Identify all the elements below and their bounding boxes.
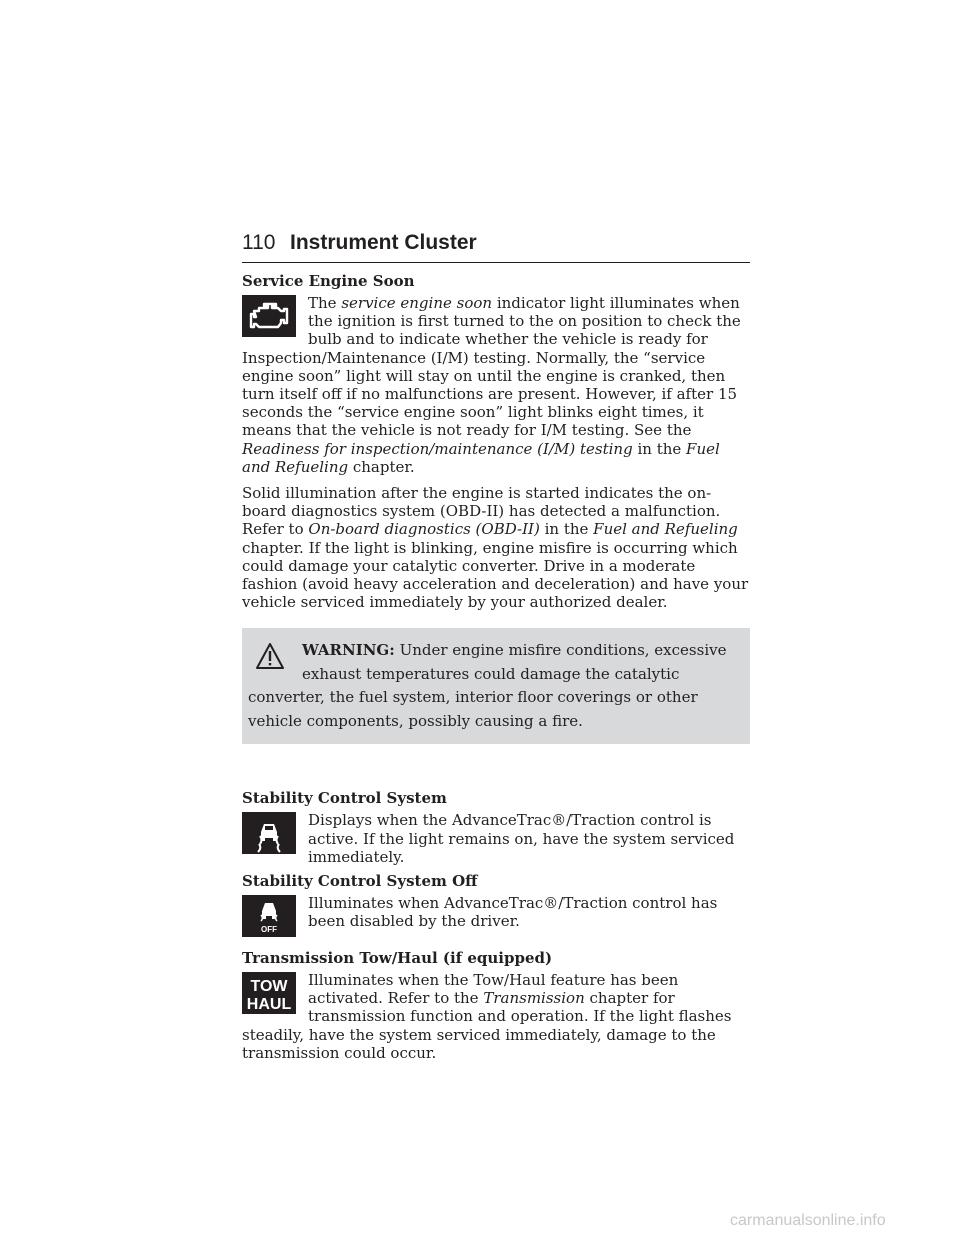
text-run: Illuminates when the Tow/Haul feature has been activated. Refer to the [308,971,679,1008]
text-run-italic: Fuel and Refueling [593,520,738,539]
text-run: chapter for transmission function and operation. If the light flashes steadily, have the system serviced immediately, damage to the transmission could occur. [242,989,732,1062]
warning-text: Under engine misfire conditions, excessive exhaust temperatures could damage the catalytic converter, the fuel system, interior floor coverings or other vehicle components, possibly causing a fire. [248,641,727,730]
text-run: indicator light illuminates when the ignition is first turned to the on position to check the bulb and to indicate whether the vehicle is ready for Inspection/Maintenance (I/M) testing. Normally, the “service engine soon” light will stay on until the engine is cranked, then turn itself off if no malfunctions are present. However, if after 15 seconds the “service engine soon” light blinks eight times, it means that the vehicle is not ready for I/M testing. See the [242,294,741,440]
page-header [242,228,750,263]
text-run: chapter. [352,457,415,476]
section-title: Stability Control System Off [242,872,478,891]
section-stability-control [242,789,750,866]
stability-off-text: Illuminates when AdvanceTrac®/Traction control has been disabled by the driver. [308,894,718,931]
tow-haul-icon [242,972,296,1014]
section-title: Transmission Tow/Haul (if equipped) [242,949,553,968]
warning-triangle-icon [256,642,284,670]
engine-icon [242,295,296,337]
text-run: The [308,294,337,312]
warning-box [242,628,750,744]
text-run-italic: Readiness for inspection/maintenance (I/M) testing [242,439,633,458]
text-run-italic: Transmission [483,989,585,1008]
section-title: Service Engine Soon [242,272,415,290]
watermark: carmanualsonline.info [730,1212,886,1229]
section-tow-haul [242,941,750,1062]
stability-control-off-icon [242,895,296,937]
text-run: in the [637,439,682,458]
text-run: Solid illumination after the engine is started indicates the on-board diagnostics system (OBD-II) has detected a malfunction. Refer to [242,484,721,539]
text-run-italic: service engine soon [341,294,493,312]
warning-label: WARNING: [302,641,395,660]
text-run: in the [544,520,589,539]
text-run-italic: Fuel and Refueling [242,439,720,476]
stability-control-icon [242,812,296,854]
ses-paragraph-2 [242,484,750,611]
section-title: Stability Control System [242,789,447,808]
page-number: 110 [242,231,276,254]
stability-text: Displays when the AdvanceTrac®/Traction control is active. If the light remains on, have the system serviced immediately. [308,811,735,866]
text-run: chapter. If the light is blinking, engine misfire is occurring which could damage your catalytic converter. Drive in a moderate fashion (avoid heavy acceleration and deceleration) and have your vehicle serviced immediately by your authorized dealer. [242,538,749,612]
ses-paragraph-1 [242,294,750,476]
section-stability-control-off [242,866,750,935]
manual-page [242,228,750,1062]
chapter-title: Instrument Cluster [290,231,477,254]
off-label: OFF [261,925,277,935]
section-service-engine-soon [242,272,750,611]
haul-label: HAUL [246,996,292,1014]
tow-label: TOW [250,978,288,996]
text-run-italic: On-board diagnostics (OBD-II) [308,520,540,539]
tow-haul-text [242,971,750,1062]
